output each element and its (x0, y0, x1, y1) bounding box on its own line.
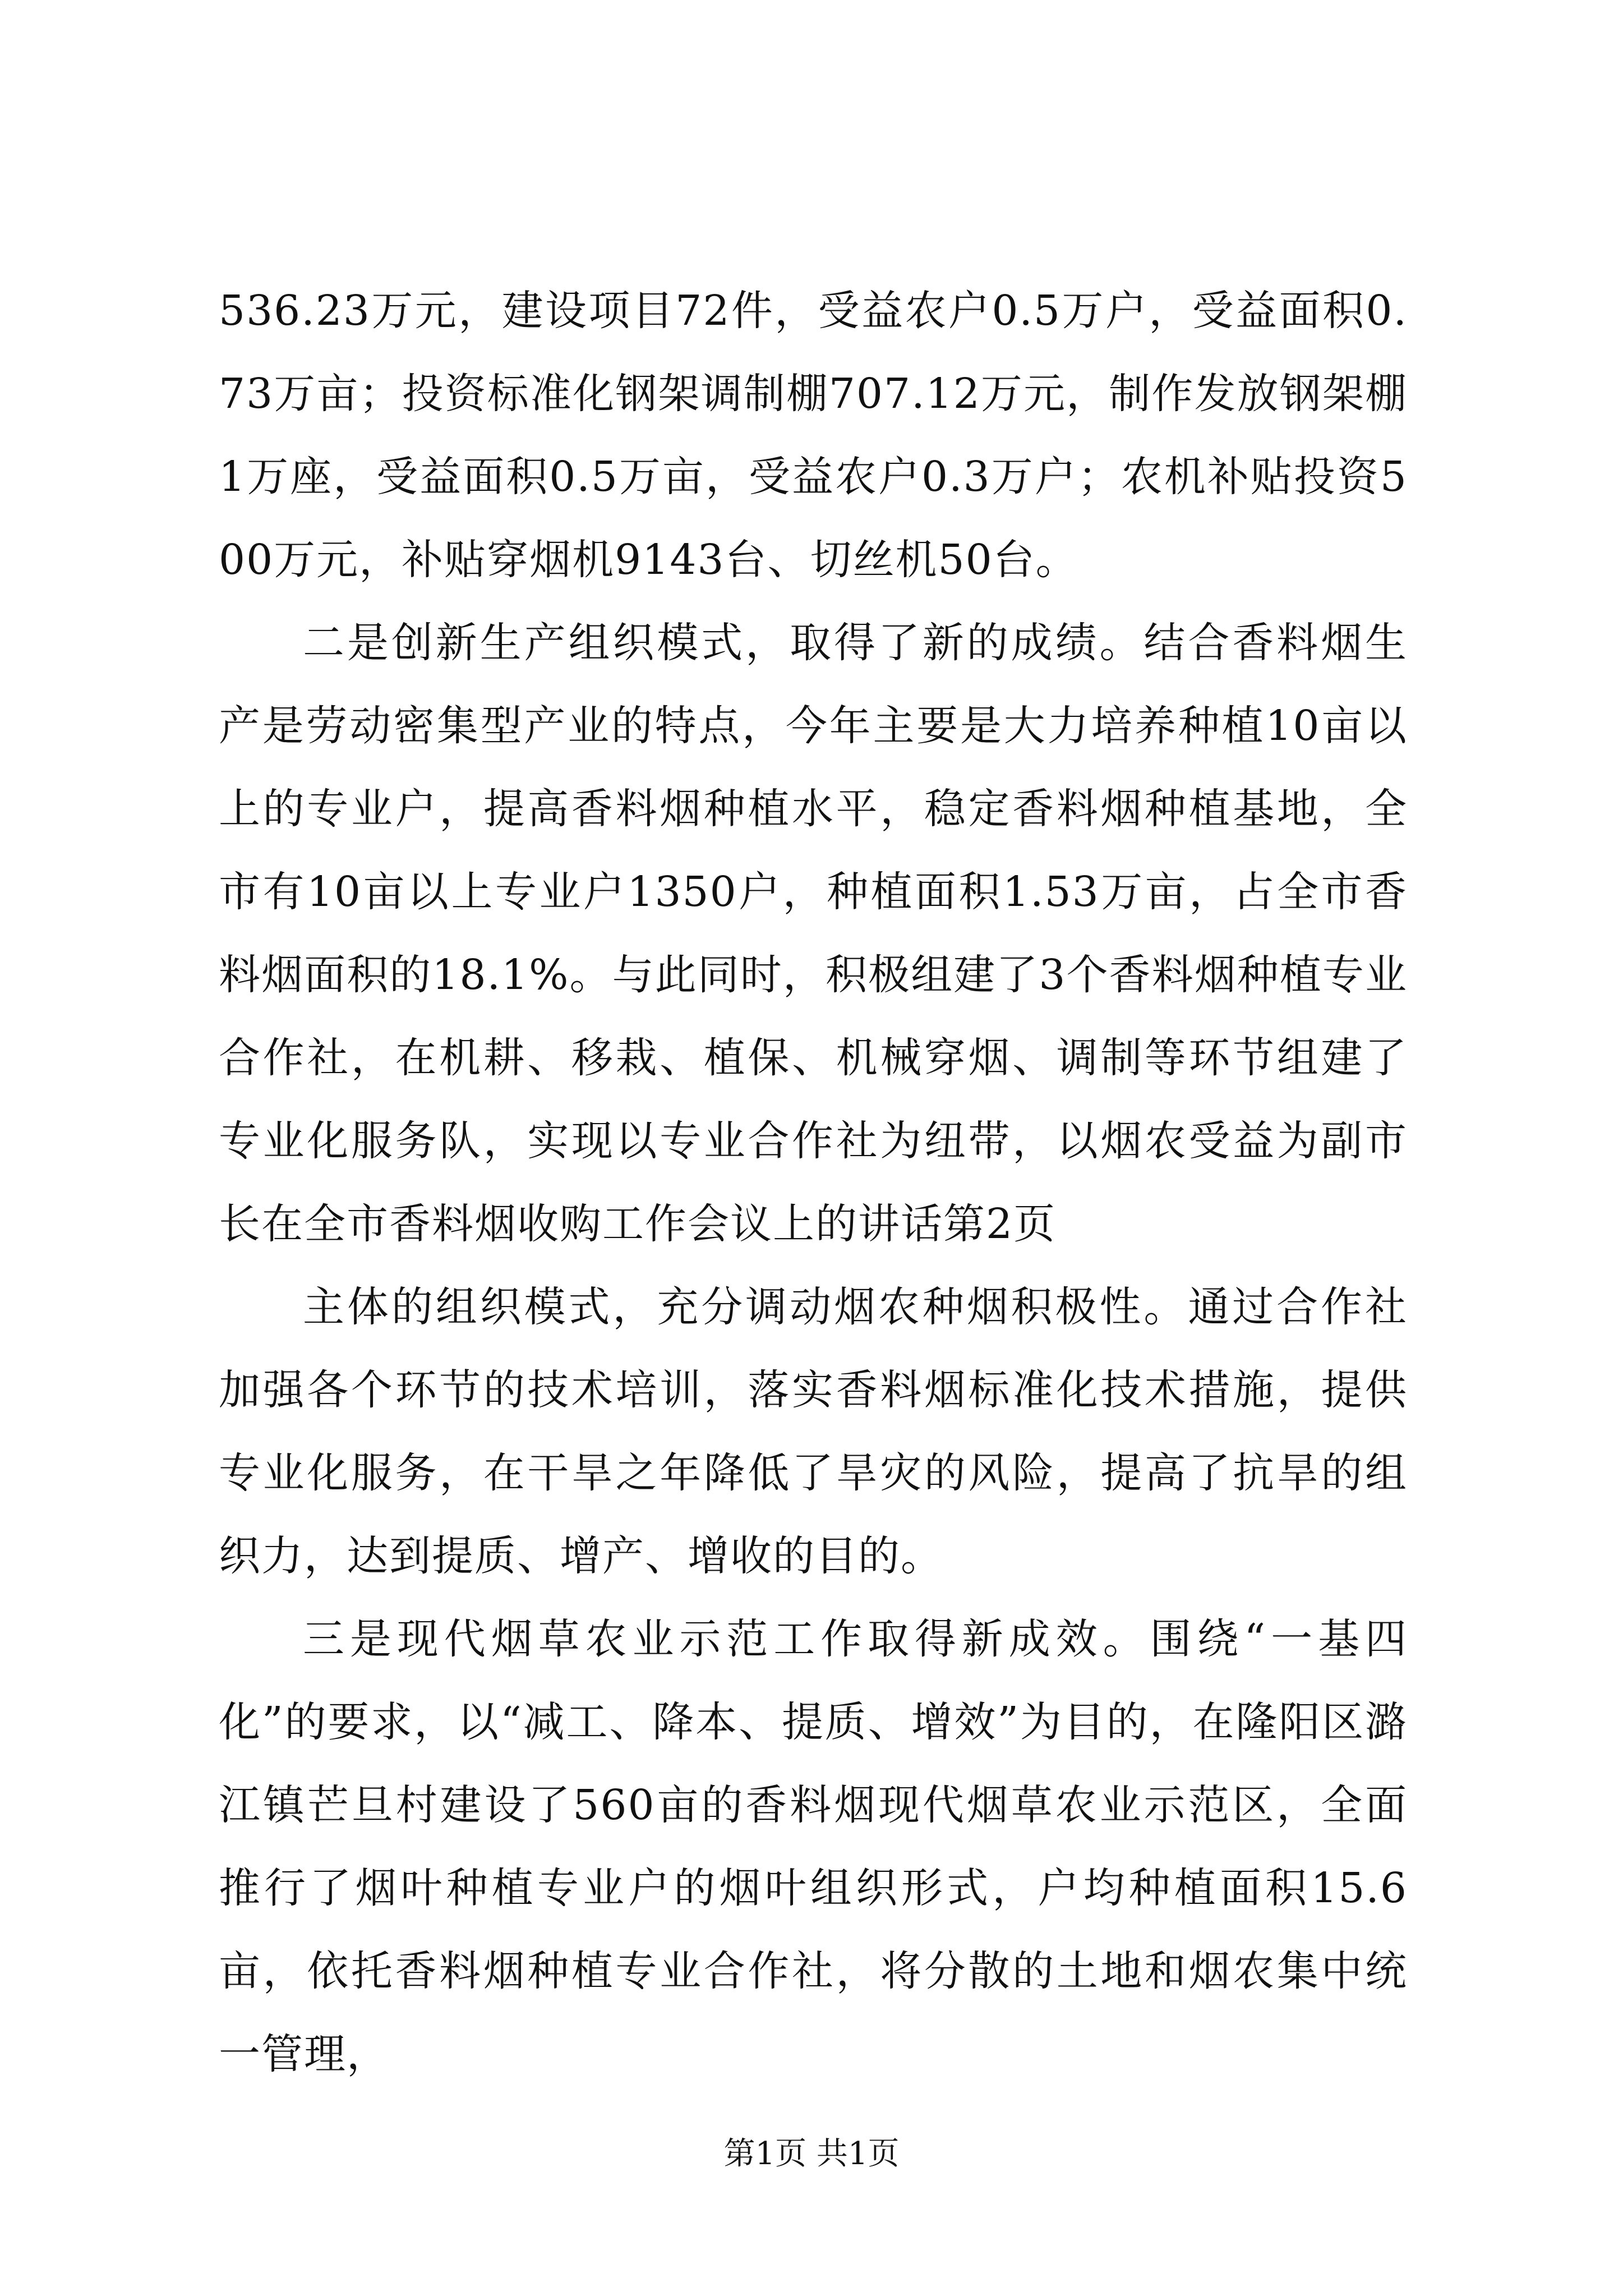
paragraph-3: 主体的组织模式，充分调动烟农种烟积极性。通过合作社加强各个环节的技术培训，落实香料烟标准化技术措施，提供专业化服务，在干旱之年降低了旱灾的风险，提高了抗旱的组织力，达到提质、增产、增收的目的。 (219, 1283, 1408, 1580)
paragraph-2: 二是创新生产组织模式，取得了新的成绩。结合香料烟生产是劳动密集型产业的特点，今年主要是大力培养种植10亩以上的专业户，提高香料烟种植水平，稳定香料烟种植基地，全市有10亩以上专业户1350户，种植面积1.53万亩，占全市香料烟面积的18.1%。与此同时，积极组建了3个香料烟种植专业合作社，在机耕、移栽、植保、机械穿烟、调制等环节组建了专业化服务队，实现以专业合作社为纽带，以烟农受益为副市长在全市香料烟收购工作会议上的讲话第2页 (219, 619, 1408, 1248)
document-body (219, 269, 1408, 2096)
paragraph-4: 三是现代烟草农业示范工作取得新成效。围绕“一基四化”的要求，以“减工、降本、提质、增效”为目的，在隆阳区潞江镇芒旦村建设了560亩的香料烟现代烟草农业示范区，全面推行了烟叶种植专业户的烟叶组织形式，户均种植面积15.6亩，依托香料烟种植专业合作社，将分散的土地和烟农集中统一管理， (219, 1615, 1408, 2078)
paragraph-1: 536.23万元，建设项目72件，受益农户0.5万户，受益面积0.73万亩；投资标准化钢架调制棚707.12万元，制作发放钢架棚1万座，受益面积0.5万亩，受益农户0.3万户；农机补贴投资500万元，补贴穿烟机9143台、切丝机50台。 (219, 287, 1408, 584)
page-footer: 第1页 共1页 (723, 2136, 900, 2172)
